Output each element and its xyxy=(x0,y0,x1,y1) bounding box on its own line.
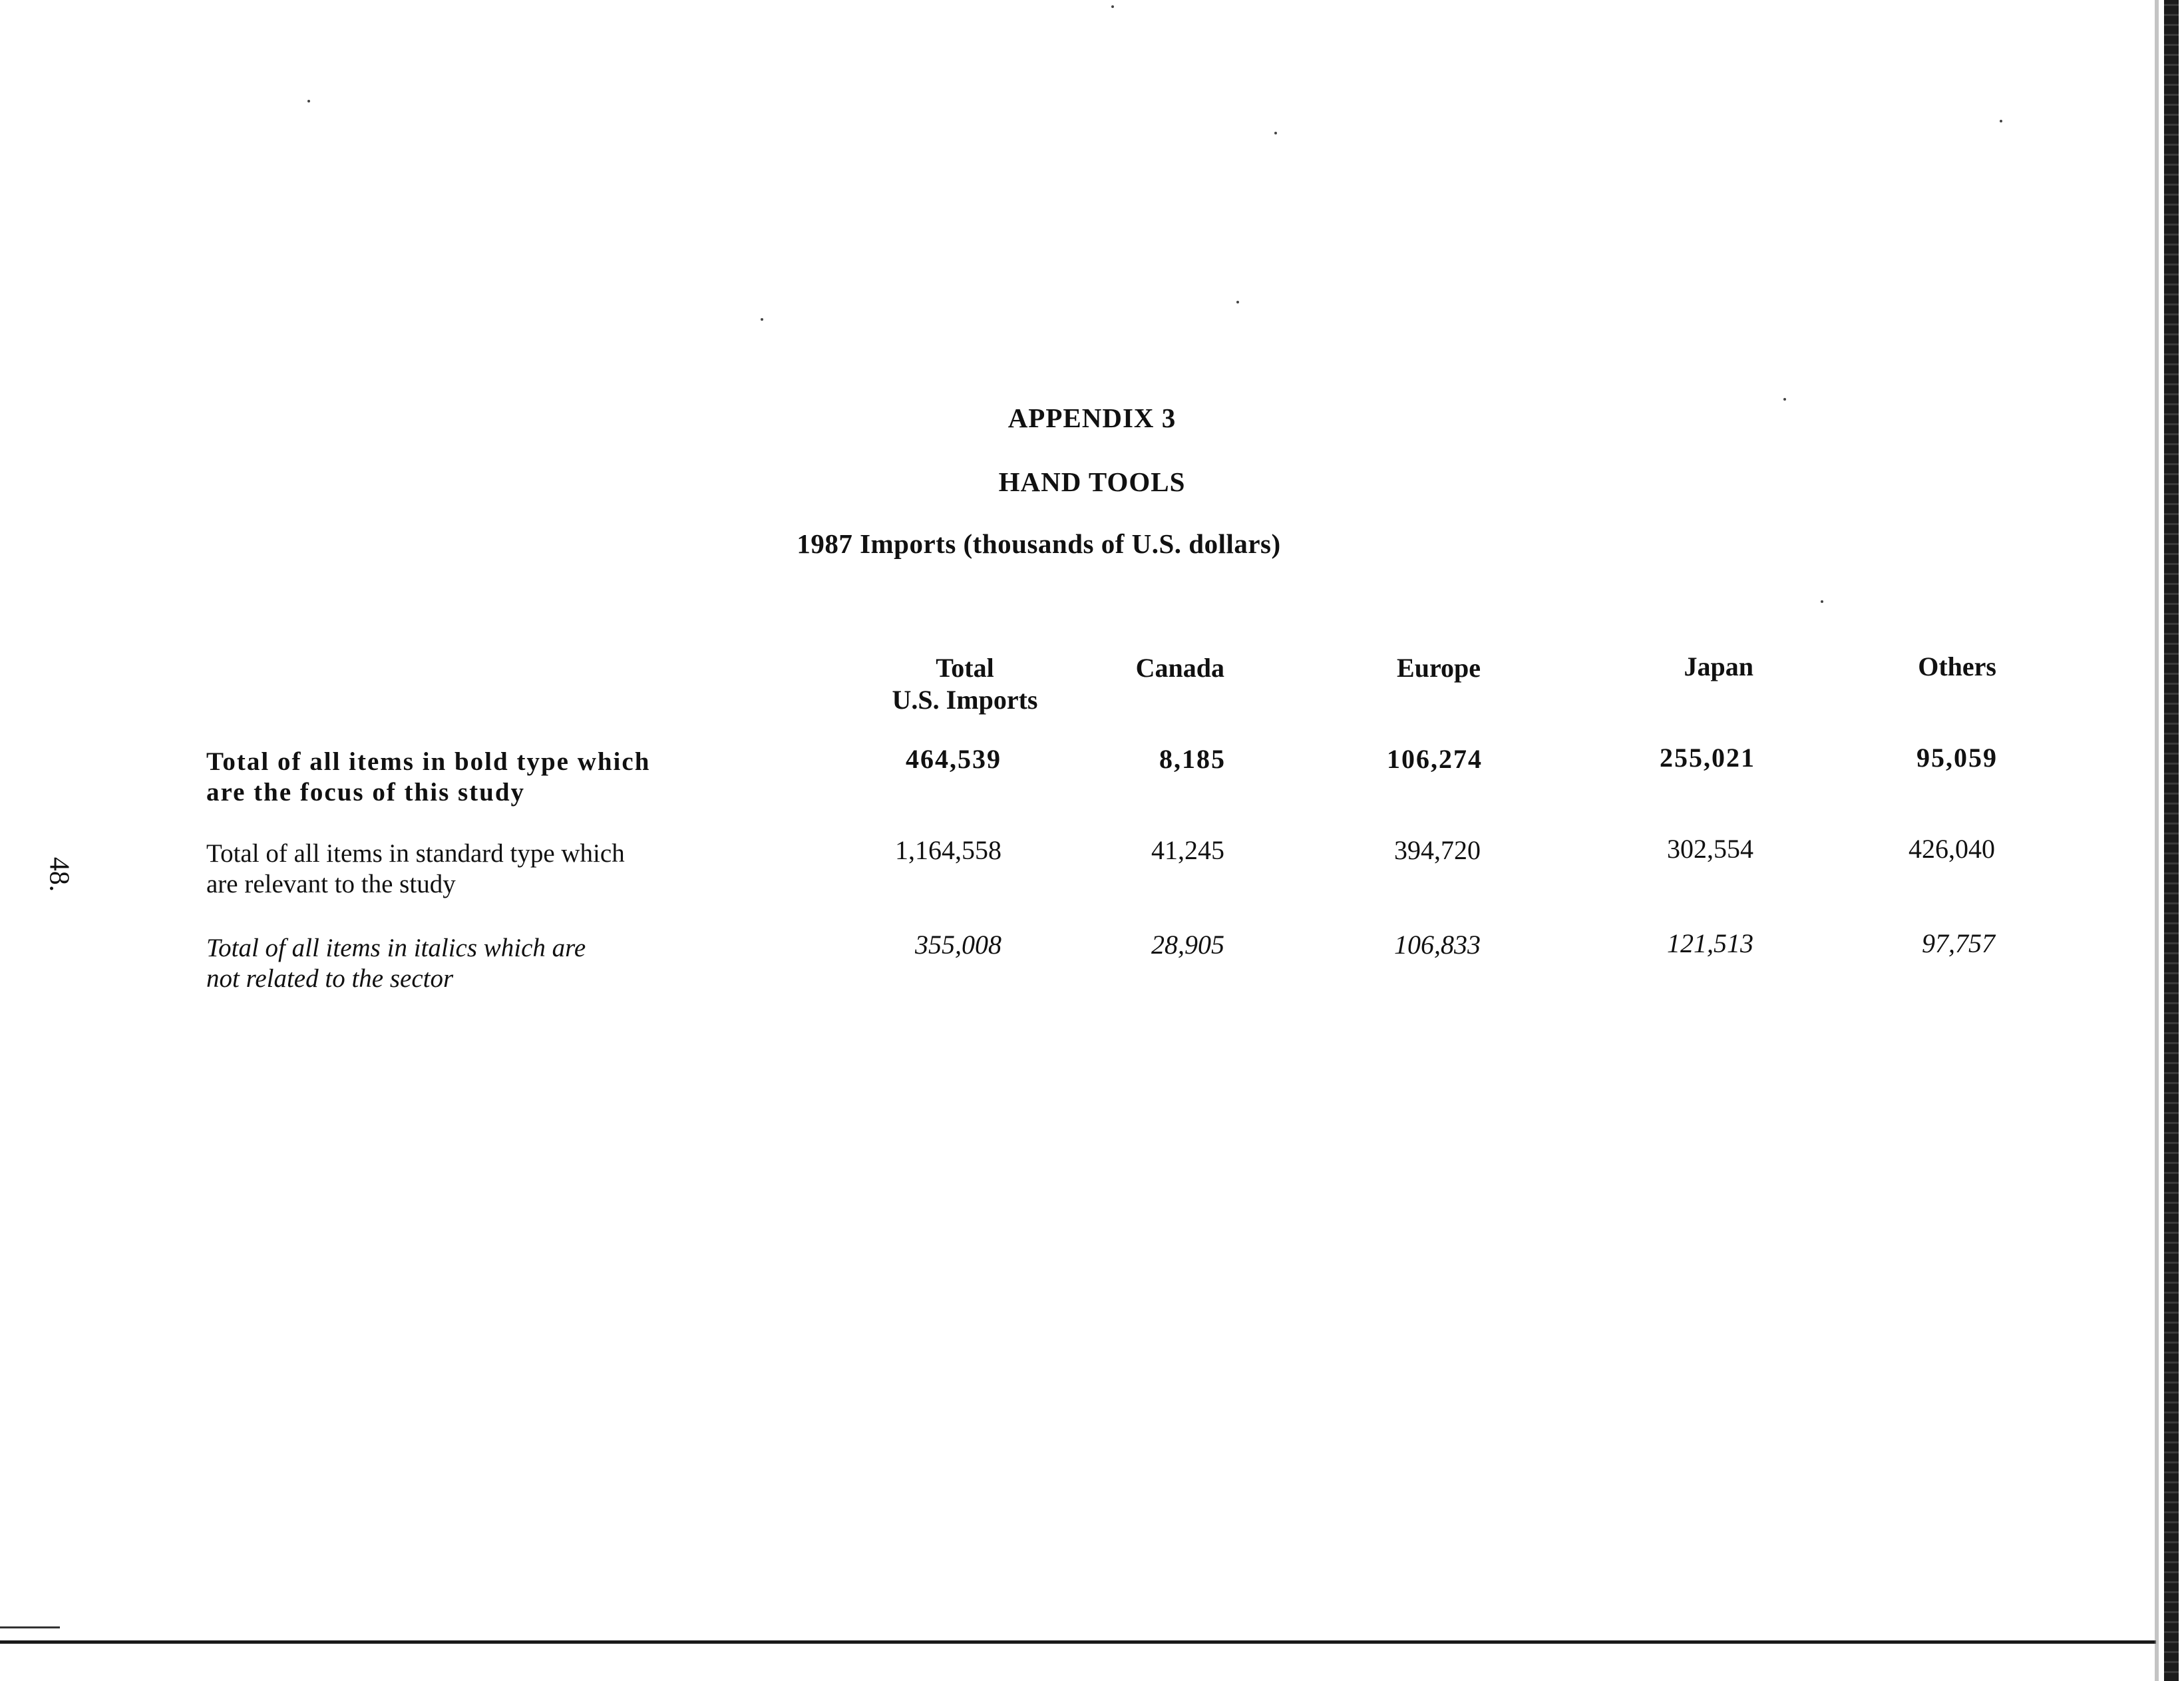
cell-standard-europe: 394,720 xyxy=(1394,835,1481,865)
cell-bold-europe: 106,274 xyxy=(1387,744,1483,774)
column-header-total-line1: Total xyxy=(936,653,994,683)
appendix-heading: APPENDIX 3 xyxy=(1007,403,1177,433)
row-label-italic-line1: Total of all items in italics which are xyxy=(206,934,586,962)
cell-italic-canada: 28,905 xyxy=(1151,930,1224,960)
row-label-bold-line2: are the focus of this study xyxy=(206,778,526,807)
row-label-standard-line2: are relevant to the study xyxy=(206,870,456,898)
cell-italic-japan: 121,513 xyxy=(1667,928,1753,958)
column-header-canada: Canada xyxy=(1135,653,1224,683)
column-header-total xyxy=(858,652,1071,716)
cell-italic-others: 97,757 xyxy=(1922,928,1995,958)
cell-standard-others: 426,040 xyxy=(1909,834,1995,864)
scan-speck xyxy=(1821,600,1823,603)
row-label-italic xyxy=(206,933,586,994)
page-number: 48. xyxy=(43,856,75,892)
cell-bold-japan: 255,021 xyxy=(1660,743,1755,773)
scan-speck xyxy=(761,318,763,321)
cell-italic-total: 355,008 xyxy=(915,930,1001,960)
scan-speck xyxy=(1783,398,1786,401)
row-label-standard xyxy=(206,839,625,900)
cell-standard-total: 1,164,558 xyxy=(895,835,1001,865)
row-label-bold xyxy=(206,747,650,808)
column-header-others: Others xyxy=(1918,652,1996,681)
column-header-europe: Europe xyxy=(1397,653,1481,683)
scan-speck xyxy=(2000,120,2002,122)
binding-edge xyxy=(2164,0,2179,1681)
scan-speck xyxy=(307,100,310,102)
row-label-bold-line1: Total of all items in bold type which xyxy=(206,747,651,776)
page-edge-shadow xyxy=(2155,0,2159,1681)
column-header-japan: Japan xyxy=(1684,652,1753,681)
document-title: HAND TOOLS xyxy=(998,467,1186,497)
scan-speck xyxy=(1274,132,1277,134)
cell-standard-canada: 41,245 xyxy=(1151,835,1224,865)
bottom-rule xyxy=(0,1640,2156,1644)
row-label-standard-line1: Total of all items in standard type which xyxy=(206,839,625,868)
cell-italic-europe: 106,833 xyxy=(1394,930,1481,960)
cell-bold-others: 95,059 xyxy=(1916,743,1998,773)
row-label-italic-line2: not related to the sector xyxy=(206,964,454,993)
column-header-total-line2: U.S. Imports xyxy=(892,685,1038,715)
scan-speck xyxy=(1236,301,1239,303)
scan-edge-mark xyxy=(0,1626,60,1628)
document-subtitle: 1987 Imports (thousands of U.S. dollars) xyxy=(797,528,1281,559)
cell-bold-canada: 8,185 xyxy=(1159,744,1226,774)
cell-bold-total: 464,539 xyxy=(906,744,1001,774)
cell-standard-japan: 302,554 xyxy=(1667,834,1753,864)
scan-speck xyxy=(1111,5,1114,8)
